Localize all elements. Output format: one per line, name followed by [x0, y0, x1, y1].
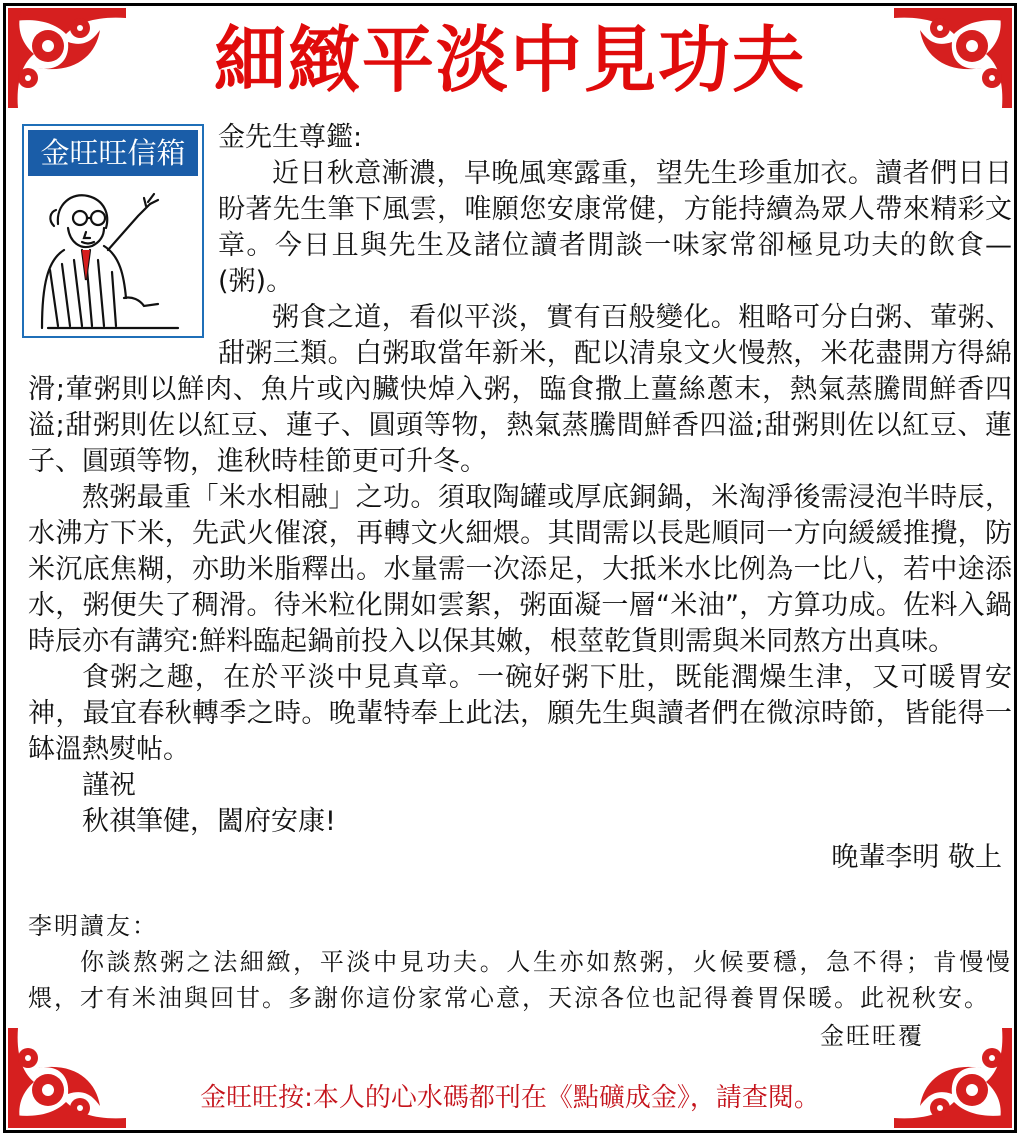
page-title: 細緻平淡中見功夫 [213, 18, 806, 102]
letter-closing-wish: 秋祺筆健，闔府安康! [82, 806, 336, 837]
reply-signature: 金旺旺覆 [820, 1022, 924, 1050]
letter-page [3, 3, 1017, 1133]
letter-salutation: 金先生尊鑑: [218, 122, 363, 153]
letter-paragraph: 食粥之趣，在於平淡中見真章。一碗好粥下肚，既能潤燥生津，又可暖胃安神，最宜春秋轉季之時。晚輩特奉上此法，願先生與讀者們在微涼時節，皆能得一缽溫熱熨帖。 [28, 662, 1012, 765]
letter-paragraph: 近日秋意漸濃，早晚風寒露重，望先生珍重加衣。讀者們日日盼著先生筆下風雲，唯願您安康常健，方能持續為眾人帶來精彩文章。今日且與先生及諸位讀者閒談一味家常卻極見功夫的飲食—(粥)。 [218, 158, 1012, 297]
letter-paragraph: 粥食之道，看似平淡，實有百般變化。粗略可分白粥、葷粥、甜粥三類。白粥取當年新米，配以清泉文火慢熬，米花盡開方得綿滑;葷粥則以鮮肉、魚片或內臟快焯入粥，臨食撒上薑絲蔥末，熱氣蒸騰間鮮香四溢;甜粥則佐以紅豆、蓮子、圓頭等物，熱氣蒸騰間鮮香四溢;甜粥則佐以紅豆、蓮子、圓頭等物，進秋時桂節更可升冬。 [28, 302, 1012, 477]
columnist-reply [28, 908, 1012, 1054]
letter-signature: 晚輩李明 敬上 [831, 842, 1002, 873]
letter-paragraph: 熬粥最重「米水相融」之功。須取陶罐或厚底銅鍋，米淘淨後需浸泡半時辰，水沸方下米，先武火催滾，再轉文火細煨。其間需以長匙順同一方向緩緩推攪，防米沉底焦糊，亦助米脂釋出。水量需一次添足，大抵米水比例為一比八，若中途添水，粥便失了稠滑。待米粒化開如雲絮，粥面凝一層“米油”，方算功成。佐料入鍋時辰亦有講究:鮮料臨起鍋前投入以保其嫩，根莖乾貨則需與米同熬方出真味。 [28, 482, 1012, 657]
reply-salutation: 李明讀友： [28, 912, 158, 940]
reader-letter [28, 120, 1012, 876]
column-name: 金旺旺信箱 [28, 130, 198, 176]
letter-closing: 謹祝 [82, 770, 136, 801]
reply-body: 你談熬粥之法細緻，平淡中見功夫。人生亦如熬粥，火候要穩，急不得；肯慢慢煨，才有米油與回甘。多謝你這份家常心意，天涼各位也記得養胃保暖。此祝秋安。 [28, 948, 1012, 1012]
footer-note: 金旺旺按:本人的心水碼都刊在《點礦成金》，請查閱。 [200, 1083, 820, 1113]
